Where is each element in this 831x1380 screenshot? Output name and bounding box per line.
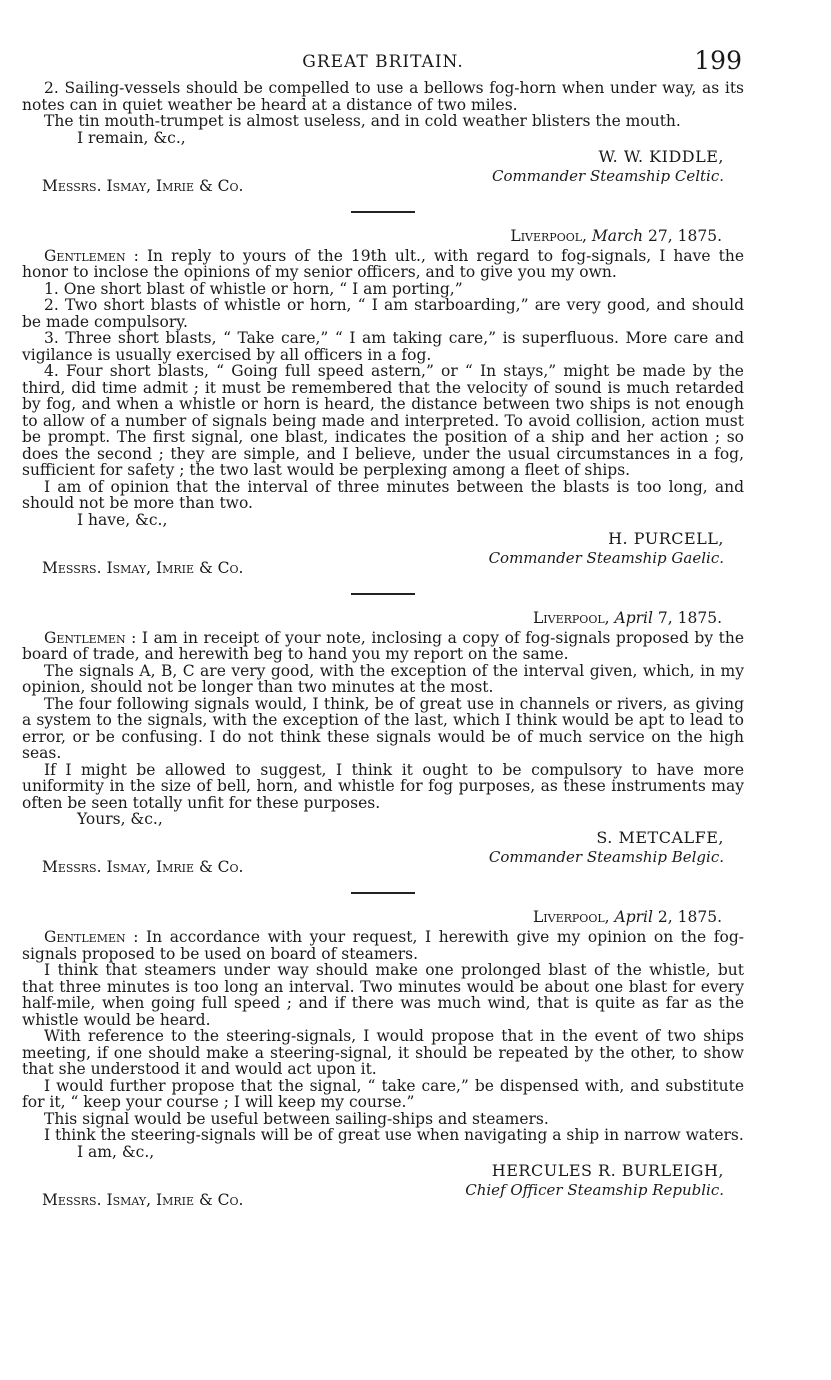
letter-metcalfe bbox=[22, 609, 744, 877]
letter-kiddle bbox=[22, 80, 744, 195]
signature-name: HERCULES R. BURLEIGH, bbox=[491, 1160, 724, 1180]
addressee: Messrs. Ismay, Imrie & Co. bbox=[42, 176, 244, 195]
paragraph: 4. Four short blasts, “ Going full speed astern,” or “ In stays,” might be made by the third, did time admit ; it must be remembered that the velocity of sound is much retarded by fog, and when a whistle or horn is heard, the distance between two ships is not enough to allow of a number of signals being made and interpreted. To avoid collision, action must be prompt. The first signal, one blast, indicates the position of a ship and her action ; so does the second ; they are simple, and I believe, under the usual circumstances in a fog, sufficient for safety ; the two last would be perplexing among a fleet of ships. bbox=[22, 362, 744, 479]
signature-block bbox=[22, 147, 744, 195]
date-rest: 7, 1875. bbox=[657, 608, 722, 627]
signature-block bbox=[22, 1161, 744, 1209]
addressee: Messrs. Ismay, Imrie & Co. bbox=[42, 858, 244, 876]
paragraph: I think that steamers under way should make one prolonged blast of the whistle, but that three minutes is too long an interval. Two minutes would be about one blast for every half-mile, when going full speed ; and if there was much wind, that is quite as far as the whistle would be heard. bbox=[22, 961, 744, 1029]
salutation: Gentlemen : bbox=[44, 246, 139, 265]
closing: I remain, &c., bbox=[77, 128, 186, 147]
closing: I am, &c., bbox=[77, 1142, 155, 1161]
letter-purcell bbox=[22, 227, 744, 577]
running-header bbox=[22, 46, 744, 80]
signature-block bbox=[22, 828, 744, 876]
signature-title: Commander Steamship Belgic. bbox=[488, 848, 724, 866]
section-divider bbox=[351, 593, 415, 595]
paragraph: I would further propose that the signal, “ take care,” be dispensed with, and substitute for it, “ keep your course ; I will keep my course.” bbox=[22, 1076, 744, 1111]
signature-title: Chief Officer Steamship Republic. bbox=[465, 1180, 724, 1199]
salutation: Gentlemen : bbox=[44, 628, 137, 647]
paragraph: The tin mouth-trumpet is almost useless, and in cold weather blisters the mouth. bbox=[44, 112, 681, 130]
paragraph: With reference to the steering-signals, I would propose that in the event of two ships meeting, if one should make a steering-signal, it should be repeated by the other, to show that she understood it and would act upon it. bbox=[22, 1027, 744, 1078]
paragraph: This signal would be useful between sailing-ships and steamers. bbox=[44, 1109, 549, 1128]
paragraph: I am of opinion that the interval of three minutes between the blasts is too long, and should not be more than two. bbox=[22, 477, 744, 512]
date-month: March bbox=[591, 226, 644, 245]
paragraph: 1. One short blast of whistle or horn, “ I am porting,” bbox=[44, 279, 463, 298]
date-rest: 2, 1875. bbox=[657, 908, 722, 926]
document-page bbox=[22, 46, 744, 1209]
paragraph: The signals A, B, C are very good, with the exception of the interval given, which, in my opinion, should not be longer than two minutes at the most. bbox=[22, 661, 744, 696]
page-title: GREAT BRITAIN. bbox=[302, 52, 464, 72]
dateline bbox=[22, 609, 744, 627]
date-rest: 27, 1875. bbox=[648, 226, 722, 245]
paragraph: 2. Two short blasts of whistle or horn, “ I am starboarding,” are very good, and should be made compulsory. bbox=[22, 296, 744, 331]
letter-burleigh bbox=[22, 908, 744, 1209]
signature-name: H. PURCELL, bbox=[608, 528, 724, 548]
paragraph: Gentlemen : I am in receipt of your note, inclosing a copy of fog-signals proposed by the board of trade, and herewith beg to hand you my report on the same. bbox=[22, 628, 744, 663]
dateline bbox=[22, 227, 744, 245]
signature-name: S. METCALFE, bbox=[596, 828, 724, 847]
signature-title: Commander Steamship Gaelic. bbox=[488, 548, 724, 567]
page-number: 199 bbox=[694, 46, 742, 75]
closing: I have, &c., bbox=[77, 510, 168, 529]
paragraph: 2. Sailing-vessels should be compelled to use a bellows fog-horn when under way, as its notes can in quiet weather be heard at a distance of two miles. bbox=[22, 79, 744, 114]
addressee: Messrs. Ismay, Imrie & Co. bbox=[42, 1190, 244, 1209]
date-place: Liverpool, bbox=[533, 908, 610, 926]
paragraph: Gentlemen : In reply to yours of the 19th ult., with regard to fog-signals, I have the honor to inclose the opinions of my senior officers, and to give you my own. bbox=[22, 246, 744, 281]
signature-block bbox=[22, 529, 744, 577]
signature-title: Commander Steamship Celtic. bbox=[492, 166, 724, 185]
section-divider bbox=[351, 892, 415, 894]
paragraph: I think the steering-signals will be of great use when navigating a ship in narrow waters. bbox=[44, 1126, 744, 1144]
dateline bbox=[22, 908, 744, 926]
date-place: Liverpool, bbox=[533, 608, 610, 627]
paragraph: 3. Three short blasts, “ Take care,” “ I am taking care,” is superfluous. More care and vigilance is usually exercised by all officers in a fog. bbox=[22, 329, 744, 364]
section-divider bbox=[351, 211, 415, 213]
salutation: Gentlemen : bbox=[44, 928, 139, 946]
signature-name: W. W. KIDDLE, bbox=[598, 146, 724, 166]
addressee: Messrs. Ismay, Imrie & Co. bbox=[42, 558, 244, 577]
date-month: April bbox=[614, 608, 653, 627]
closing: Yours, &c., bbox=[77, 810, 163, 828]
paragraph: If I might be allowed to suggest, I think it ought to be compulsory to have more uniformity in the size of bell, horn, and whistle for fog purposes, as these instruments may often be seen totally unfit for these purposes. bbox=[22, 760, 744, 812]
date-month: April bbox=[614, 908, 653, 926]
paragraph: Gentlemen : In accordance with your request, I herewith give my opinion on the fog-signals proposed to be used on board of steamers. bbox=[22, 928, 744, 963]
paragraph: The four following signals would, I think, be of great use in channels or rivers, as giving a system to the signals, with the exception of the last, which I think would be apt to lead to error, or be confusing. I do not think these signals would be of much service on the high seas. bbox=[22, 694, 744, 762]
date-place: Liverpool, bbox=[510, 226, 587, 245]
